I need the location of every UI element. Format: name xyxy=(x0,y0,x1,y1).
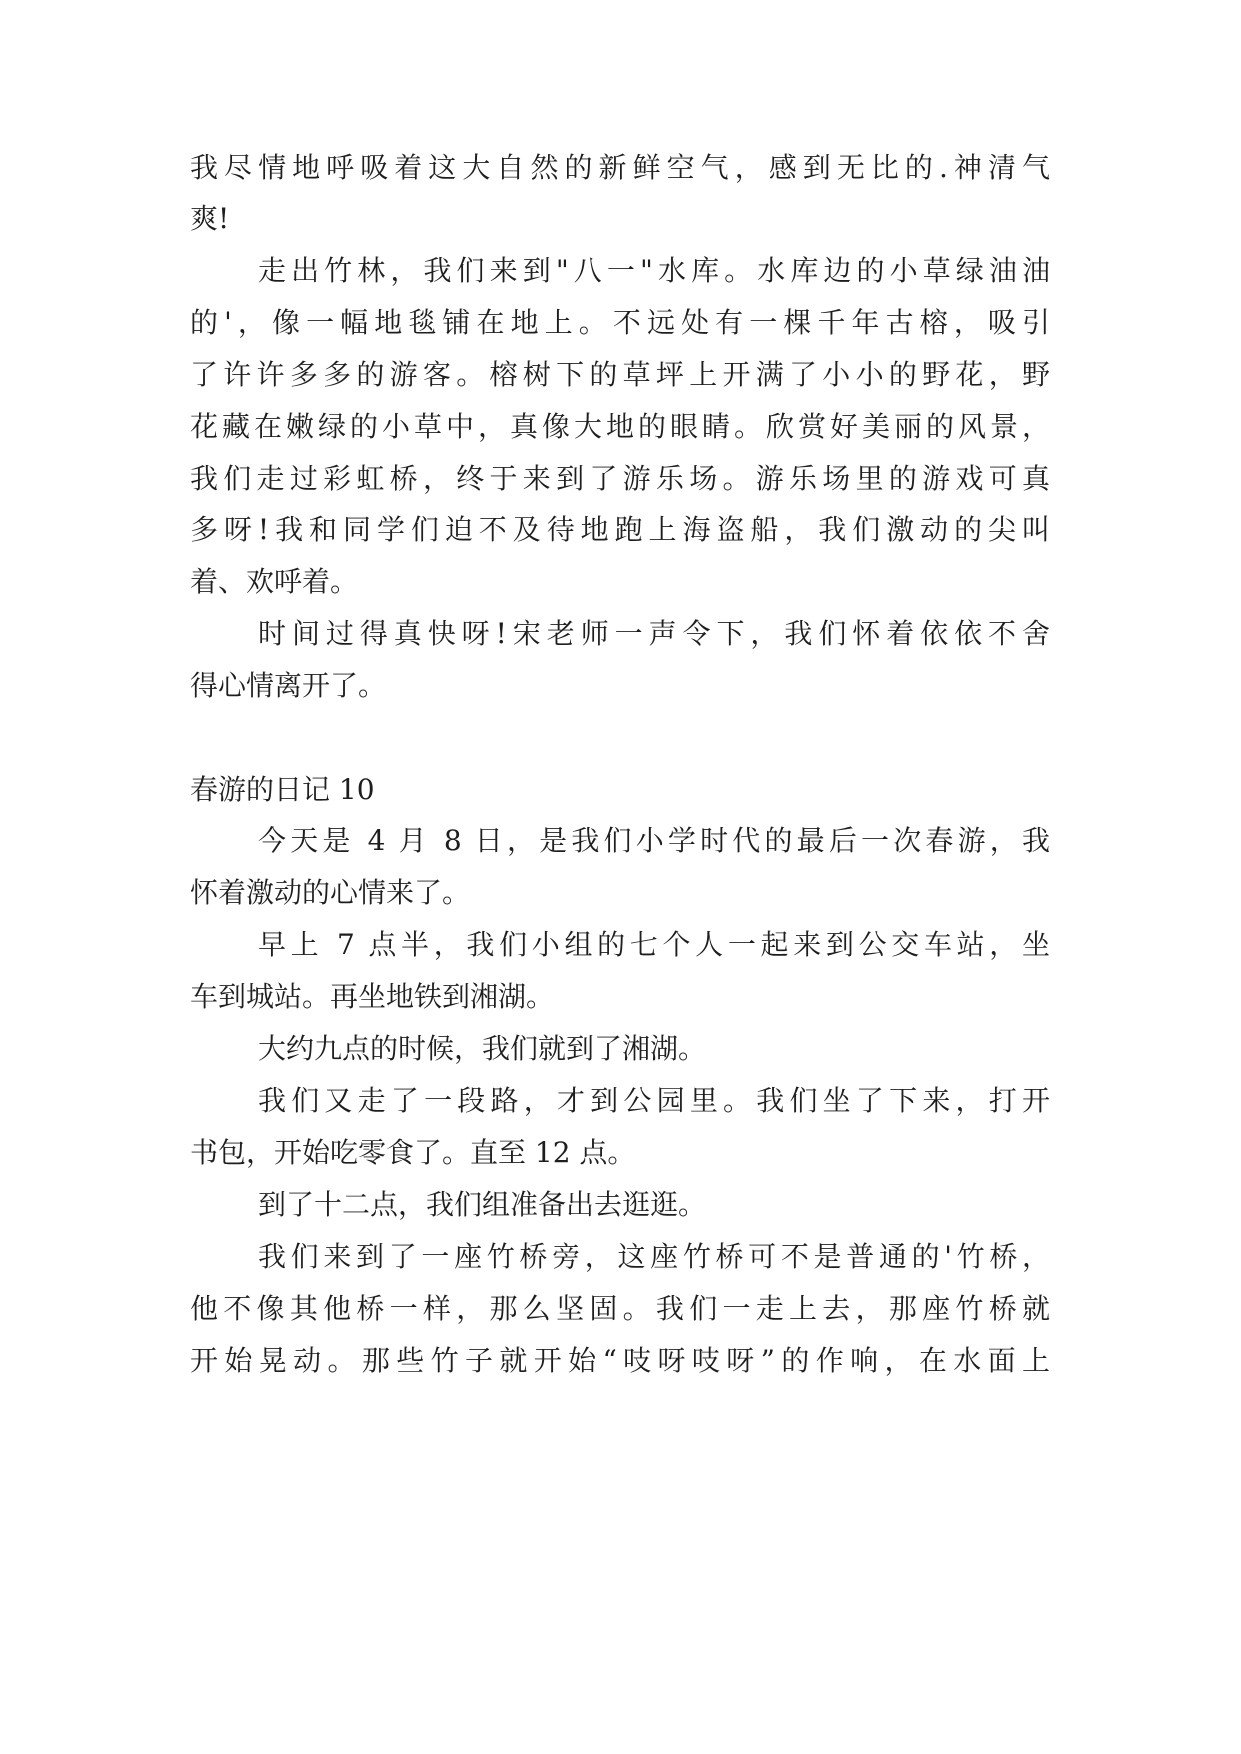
paragraph-line: 书包，开始吃零食了。直至 12 点。 xyxy=(190,1136,636,1169)
paragraph-line: 车到城站。再坐地铁到湘湖。 xyxy=(190,980,555,1013)
paragraph-line: 爽! xyxy=(190,202,230,235)
section-title: 春游的日记 10 xyxy=(190,773,375,806)
paragraph-line: 走出竹林，我们来到"八一"水库。水库边的小草绿油油 xyxy=(258,254,1050,287)
paragraph-line: 时间过得真快呀!宋老师一声令下，我们怀着依依不舍 xyxy=(258,617,1050,650)
paragraph-line: 花藏在嫩绿的小草中，真像大地的眼睛。欣赏好美丽的风景， xyxy=(190,410,1050,443)
paragraph-line: 我们来到了一座竹桥旁，这座竹桥可不是普通的'竹桥， xyxy=(258,1240,1050,1273)
paragraph-line: 我尽情地呼吸着这大自然的新鲜空气，感到无比的.神清气 xyxy=(190,151,1050,184)
paragraph-line: 今天是 4 月 8 日，是我们小学时代的最后一次春游，我 xyxy=(258,824,1050,857)
paragraph-line: 开始晃动。那些竹子就开始“吱呀吱呀”的作响，在水面上 xyxy=(190,1344,1050,1377)
paragraph-line: 的'，像一幅地毯铺在地上。不远处有一棵千年古榕，吸引 xyxy=(190,306,1050,339)
paragraph-line: 怀着激动的心情来了。 xyxy=(190,876,471,909)
paragraph-line: 大约九点的时候，我们就到了湘湖。 xyxy=(258,1032,707,1065)
paragraph-line: 多呀!我和同学们迫不及待地跑上海盗船，我们激动的尖叫 xyxy=(190,513,1050,546)
paragraph-line: 到了十二点，我们组准备出去逛逛。 xyxy=(258,1188,707,1221)
paragraph-line: 了许许多多的游客。榕树下的草坪上开满了小小的野花，野 xyxy=(190,358,1050,391)
paragraph-line: 我们走过彩虹桥，终于来到了游乐场。游乐场里的游戏可真 xyxy=(190,462,1050,495)
paragraph-line: 我们又走了一段路，才到公园里。我们坐了下来，打开 xyxy=(258,1084,1050,1117)
paragraph-line: 着、欢呼着。 xyxy=(190,565,359,598)
paragraph-line: 早上 7 点半，我们小组的七个人一起来到公交车站，坐 xyxy=(258,928,1050,961)
paragraph-line: 得心情离开了。 xyxy=(190,669,387,702)
paragraph-line: 他不像其他桥一样，那么坚固。我们一走上去，那座竹桥就 xyxy=(190,1292,1050,1325)
